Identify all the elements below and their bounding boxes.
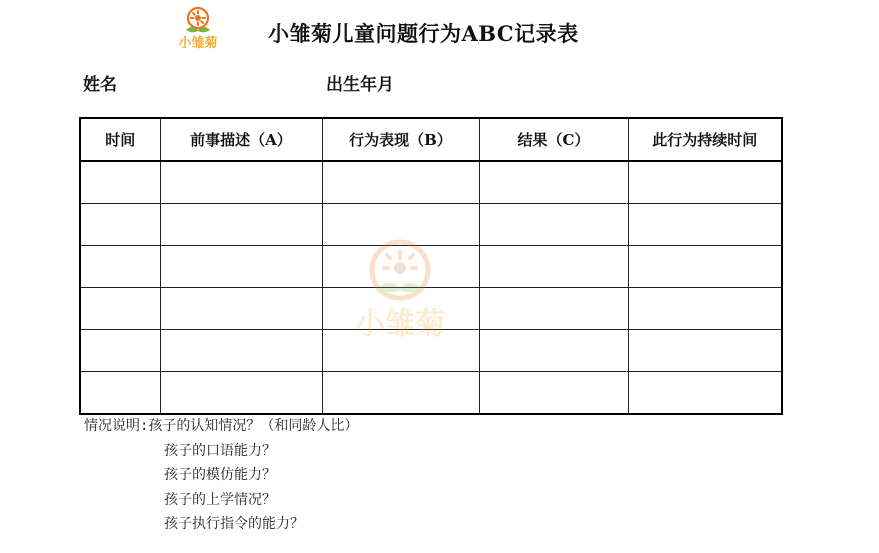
table-cell[interactable]	[160, 204, 322, 246]
logo	[170, 4, 226, 54]
table-cell[interactable]	[479, 288, 628, 330]
name-label: 姓名	[83, 75, 117, 95]
header-consequence: 结果（C）	[479, 118, 628, 161]
table-cell[interactable]	[628, 204, 782, 246]
table-cell[interactable]	[322, 288, 479, 330]
table-row	[80, 246, 782, 288]
table-cell[interactable]	[160, 161, 322, 204]
notes-section	[84, 414, 358, 537]
logo-text: 小雏菊	[178, 36, 218, 51]
table-cell[interactable]	[628, 161, 782, 204]
table-row	[80, 330, 782, 372]
table-row	[80, 161, 782, 204]
header-behavior: 行为表现（B）	[322, 118, 479, 161]
table-cell[interactable]	[322, 330, 479, 372]
table-row	[80, 204, 782, 246]
table-cell[interactable]	[479, 204, 628, 246]
table-cell[interactable]	[80, 246, 160, 288]
header-time: 时间	[80, 118, 160, 161]
table-cell[interactable]	[322, 204, 479, 246]
table-cell[interactable]	[628, 372, 782, 415]
page-title: 小雏菊儿童问题行为ABC记录表	[268, 21, 579, 46]
table-cell[interactable]	[628, 288, 782, 330]
table-cell[interactable]	[322, 372, 479, 415]
table-row	[80, 288, 782, 330]
table-cell[interactable]	[628, 246, 782, 288]
note-item: 孩子的口语能力？	[164, 442, 276, 459]
note-item: 孩子的上学情况？	[164, 491, 276, 508]
note-item: 孩子执行指令的能力？	[164, 516, 304, 532]
table-row	[80, 372, 782, 415]
table-cell[interactable]	[322, 246, 479, 288]
birth-date-label: 出生年月	[326, 75, 394, 95]
header-antecedent: 前事描述（A）	[160, 118, 322, 161]
table-cell[interactable]	[160, 288, 322, 330]
table-cell[interactable]	[80, 288, 160, 330]
header-duration: 此行为持续时间	[628, 118, 782, 161]
table-cell[interactable]	[160, 330, 322, 372]
table-cell[interactable]	[628, 330, 782, 372]
table-cell[interactable]	[479, 372, 628, 415]
notes-label: 情况说明:	[84, 418, 149, 434]
table-header-row	[80, 118, 782, 161]
note-item: 孩子的模仿能力？	[164, 467, 276, 483]
table-cell[interactable]	[80, 372, 160, 415]
table-cell[interactable]	[322, 161, 479, 204]
table-cell[interactable]	[80, 161, 160, 204]
svg-text:小雏菊: 小雏菊	[355, 307, 445, 342]
table-cell[interactable]	[479, 161, 628, 204]
table-cell[interactable]	[479, 246, 628, 288]
abc-record-table	[79, 117, 783, 415]
note-item: 情况说明:孩子的认知情况？（和同龄人比）	[84, 418, 359, 434]
table-cell[interactable]	[479, 330, 628, 372]
table-cell[interactable]	[160, 246, 322, 288]
table-cell[interactable]	[160, 372, 322, 415]
table-cell[interactable]	[80, 204, 160, 246]
table-cell[interactable]	[80, 330, 160, 372]
